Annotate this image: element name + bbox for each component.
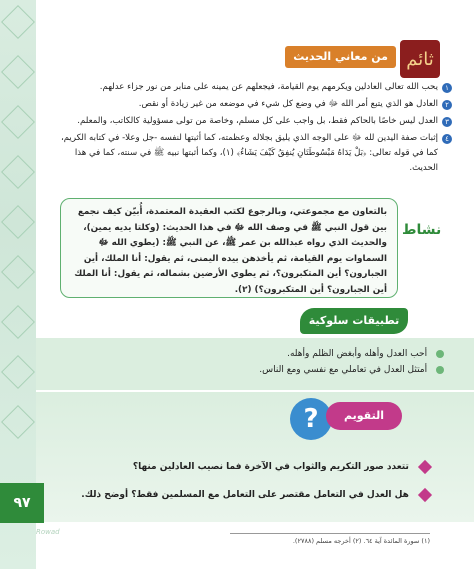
- watermark-logo: Rowad: [36, 528, 60, 536]
- activity-text: بالتعاون مع مجموعتي، وبالرجوع لكتب العقيدة المعتمدة، أُبيّن كيف نجمع بين قول النبي ﷺ في وصف الله ﷻ في هذا الحديث: (وكلتا يديه يمين)، والحديث الذي رواه عبدالله بن عمر ﷺ، عن النبي ﷺ: (يطوي الله ﷻ السماوات يوم القيامة، ثم يأخذهن بيده اليمنى، ثم يقول: أنا الملك، أين الجبارون؟ أين المتكبرون؟، ثم يطوي الأرضين بشماله، ثم يقول: أنا الملك أين الجبارون؟ أين المتكبرون؟) (٢).: [74, 207, 387, 295]
- application-item: [46, 362, 444, 378]
- evaluation-question: [81, 488, 430, 502]
- section-title: من معاني الحديث: [285, 46, 396, 68]
- question-text: تتعدد صور التكريم والثواب في الآخرة فما نصيب العادلين منها؟: [132, 462, 409, 472]
- application-text: أحب العدل وأهله وأبغض الظلم وأهله.: [287, 349, 428, 359]
- list-item-text: إثبات صفة اليدين لله ﷻ على الوجه الذي يليق بجلاله وعظمته، كما أثبتها لنفسه -جل وعلا- في كتابه الكريم، كما في قوله تعالى: ﴿بَلْ يَدَاهُ مَبْسُوطَتَانِ يُنفِقُ كَيْفَ يَشَاءُ﴾ (١)، وكما أثبتها نبيه ﷺ في سنته، كما في هذا الحديث.: [60, 133, 438, 173]
- number-badge: ١: [442, 83, 452, 93]
- question-text: هل العدل في التعامل مقتصر على التعامل مع المسلمين فقط؟ أوضح ذلك.: [81, 490, 409, 500]
- footnote-divider: [230, 533, 430, 534]
- section-header: [293, 40, 440, 70]
- footnotes: (١) سورة المائدة آية ٦٤. (٢) أخرجه مسلم (٢٧٨٨).: [292, 537, 430, 545]
- bullet-icon: [436, 350, 444, 358]
- applications-box: [36, 338, 474, 390]
- activity-box: [60, 198, 398, 298]
- applications-title: تطبيقات سلوكية: [300, 308, 408, 334]
- list-item-text: العادل هو الذي يتبع أمر الله ﷻ في وضع كل شيء في موضعه من غير زيادة أو نقص.: [138, 99, 438, 109]
- list-item: [60, 131, 452, 176]
- activity-label: نشاط: [402, 222, 442, 238]
- application-text: أمتثل العدل في تعاملي مع نفسي ومع الناس.: [259, 365, 428, 375]
- list-item-text: العدل ليس خاصًا بالحاكم فقط، بل واجب على كل مسلم، وخاصة من تولى مسؤولية كالكاتب، والمعلم.: [77, 116, 438, 126]
- list-item: [60, 80, 452, 95]
- bullet-icon: [436, 366, 444, 374]
- evaluation-title: التقويم: [326, 402, 402, 430]
- question-mark-icon: ?: [290, 398, 332, 440]
- number-badge: ٢: [442, 100, 452, 110]
- evaluation-question: [133, 460, 430, 474]
- page-number: ٩٧: [0, 483, 44, 523]
- number-badge: ٣: [442, 117, 452, 127]
- meanings-list: [60, 80, 452, 178]
- evaluation-box: [36, 392, 474, 522]
- diamond-icon: [418, 487, 432, 501]
- list-item: [60, 114, 452, 129]
- number-badge: ٤: [442, 134, 452, 144]
- list-item: [60, 97, 452, 112]
- header-logo: ثائم: [400, 40, 440, 78]
- application-item: [46, 346, 444, 362]
- list-item-text: يحب الله تعالى العادلين ويكرمهم يوم القيامة، فيجعلهم عن يمينه على منابر من نور جزاء عدلهم.: [99, 82, 438, 92]
- diamond-icon: [418, 459, 432, 473]
